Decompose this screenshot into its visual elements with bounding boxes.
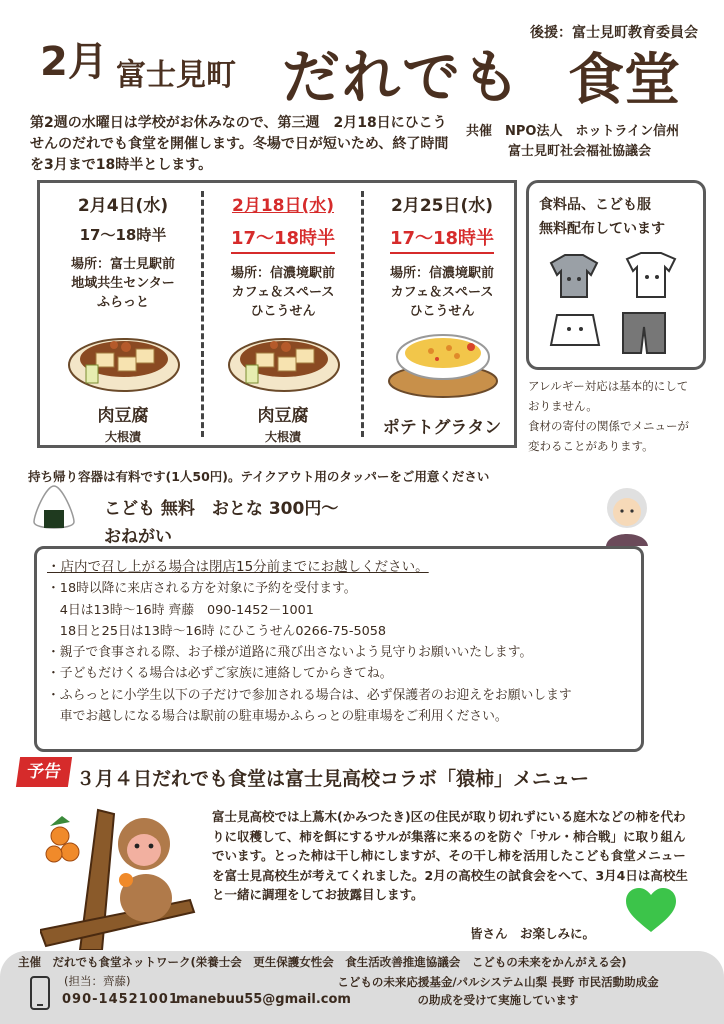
schedule-time: 17～18時半: [390, 224, 494, 254]
allergy-line: 食材の寄付の関係でメニューが: [528, 419, 689, 433]
monkey-persimmon-icon: [40, 800, 200, 950]
support-credit: 後援：富士見町教育委員会: [530, 25, 698, 41]
preview-title: ３月４日だれでも食堂は富士見高校コラボ「猿柿」メニュー: [76, 768, 590, 790]
title-month: 2月: [40, 39, 108, 85]
grant-line-1: こどもの未来応援基金/パルシステム山梨 長野 市民活動助成金: [337, 975, 659, 989]
note-item: ・子どもだけくる場合は必ずご家族に連絡してからきてね。: [47, 666, 393, 682]
schedule-menu: 肉豆腐: [257, 406, 309, 426]
schedule-side: 大根漬: [104, 430, 141, 444]
gratin-dish-icon: [385, 323, 501, 399]
grandma-icon: [600, 486, 654, 546]
contact-phone[interactable]: 090-14521001: [62, 992, 179, 1007]
preview-closing: 皆さん お楽しみに。: [470, 926, 596, 941]
free-line-2: 無料配布しています: [539, 221, 665, 237]
preview-badge: 予告: [16, 757, 72, 787]
place-line: ひこうせん: [250, 304, 316, 319]
schedule-menu: 肉豆腐: [97, 406, 149, 426]
allergy-line: アレルギー対応は基本的にして: [528, 379, 689, 393]
allergy-line: おりません。: [528, 399, 598, 413]
page-title-hall: 食堂: [568, 48, 680, 113]
note-item: ・親子で食事される際、お子様が道路に飛び出さないよう見守りお願いいたします。: [47, 645, 533, 661]
nikudofu-dish-icon: [66, 323, 182, 393]
place-line: カフェ＆スペース: [231, 285, 335, 300]
contact-email[interactable]: manebuu55@gmail.com: [176, 992, 351, 1007]
free-distribution-box: [526, 180, 706, 370]
place-line: 場所：信濃境駅前: [230, 266, 335, 281]
takeout-note: 持ち帰り容器は有料です(1人50円)。テイクアウト用のタッパーをご用意ください: [28, 469, 490, 484]
note-item: ・18時以降に来店される方を対象に予約を受付ます。: [47, 581, 357, 597]
schedule-side: 大根漬: [264, 430, 301, 444]
place-line: 場所：富士見駅前: [70, 257, 175, 272]
schedule-date: 2月18日(水): [231, 196, 335, 216]
place-line: 地域共生センター: [71, 276, 175, 291]
notes-box: [34, 546, 644, 752]
place-line: ふらっと: [96, 295, 149, 310]
schedule-place: [363, 264, 521, 321]
request-heading: おねがい: [104, 527, 172, 547]
price-info: こども 無料 おとな 300円～: [104, 499, 339, 519]
grant-credit: [288, 973, 708, 1009]
cohost-block: [466, 122, 679, 162]
cohost-line-2: 富士見町社会福祉協議会: [508, 144, 652, 159]
intro-text: 第2週の水曜日は学校がお休みなので、第三週 2月18日にひこうせんのだれでも食堂を開催します。冬場で日が短いため、終了時間を3月まで18時半とします。: [30, 115, 449, 173]
schedule-menu: ポテトグラタン: [382, 418, 502, 438]
schedule-time: 17～18時半: [79, 226, 167, 244]
heart-icon: [626, 888, 676, 934]
clothes-icon: [543, 249, 693, 359]
schedule-col-1: [44, 183, 202, 445]
schedule-col-2: [204, 183, 362, 445]
schedule-place: [204, 264, 362, 321]
organizer-credit: 主催 だれでも食堂ネットワーク(栄養士会 更生保護女性会 食生活改善推進協議会 こどもの未来をかんがえる会): [18, 955, 627, 969]
schedule-box: [37, 180, 517, 448]
schedule-date: 2月25日(水): [390, 196, 494, 216]
place-line: ひこうせん: [409, 304, 475, 319]
contact-person: (担当：齊藤): [64, 974, 131, 988]
title-town: 富士見町: [116, 58, 236, 93]
schedule-date: 2月4日(水): [77, 196, 169, 216]
cohost-line-1: 共催 NPO法人 ホットライン信州: [466, 124, 680, 139]
note-item: 4日は13時〜16時 齊藤 090-1452－1001: [47, 602, 314, 618]
note-item: 18日と25日は13時〜16時 にひこうせん0266-75-5058: [47, 623, 387, 639]
free-distribution-title: [539, 193, 703, 241]
schedule-col-3: [363, 183, 521, 445]
schedule-place: [44, 255, 202, 312]
place-line: カフェ＆スペース: [390, 285, 494, 300]
grant-line-2: の助成を受けて実施しています: [417, 993, 579, 1007]
allergy-note: [528, 376, 718, 456]
preview-description: 富士見高校では上蔦木(かみつたき)区の住民が取り切れずにいる庭木などの柿を代わりに収穫して、柿を餌にするサルが集落に来るのを防ぐ「サル・柿合戦」に取り組んでいます。とった柿は干し柿にしますが、その干し柿を活用したこども食堂メニューを富士見高校生が考えてくれました。2月の高校生の試食会をへて、3月4日は高校生と一緒に調理をしてお披露目します。: [212, 809, 688, 902]
free-line-1: 食料品、こども服: [539, 197, 651, 213]
page-title: だれでも: [282, 43, 523, 111]
onigiri-icon: [32, 484, 76, 532]
allergy-line: 変わることがあります。: [528, 439, 654, 453]
nikudofu-dish-icon: [226, 323, 342, 393]
place-line: 場所：信濃境駅前: [389, 266, 494, 281]
schedule-time: 17～18時半: [231, 224, 335, 254]
notes-list: [37, 549, 641, 727]
phone-icon: [30, 976, 50, 1010]
note-item: ・店内で召し上がる場合は閉店15分前までにお越しください。: [47, 559, 429, 575]
note-item: ・ふらっとに小学生以下の子だけで参加される場合は、必ず保護者のお迎えをお願いします: [47, 687, 572, 703]
note-item: 車でお越しになる場合は駅前の駐車場かふらっとの駐車場をご利用ください。: [47, 709, 508, 725]
